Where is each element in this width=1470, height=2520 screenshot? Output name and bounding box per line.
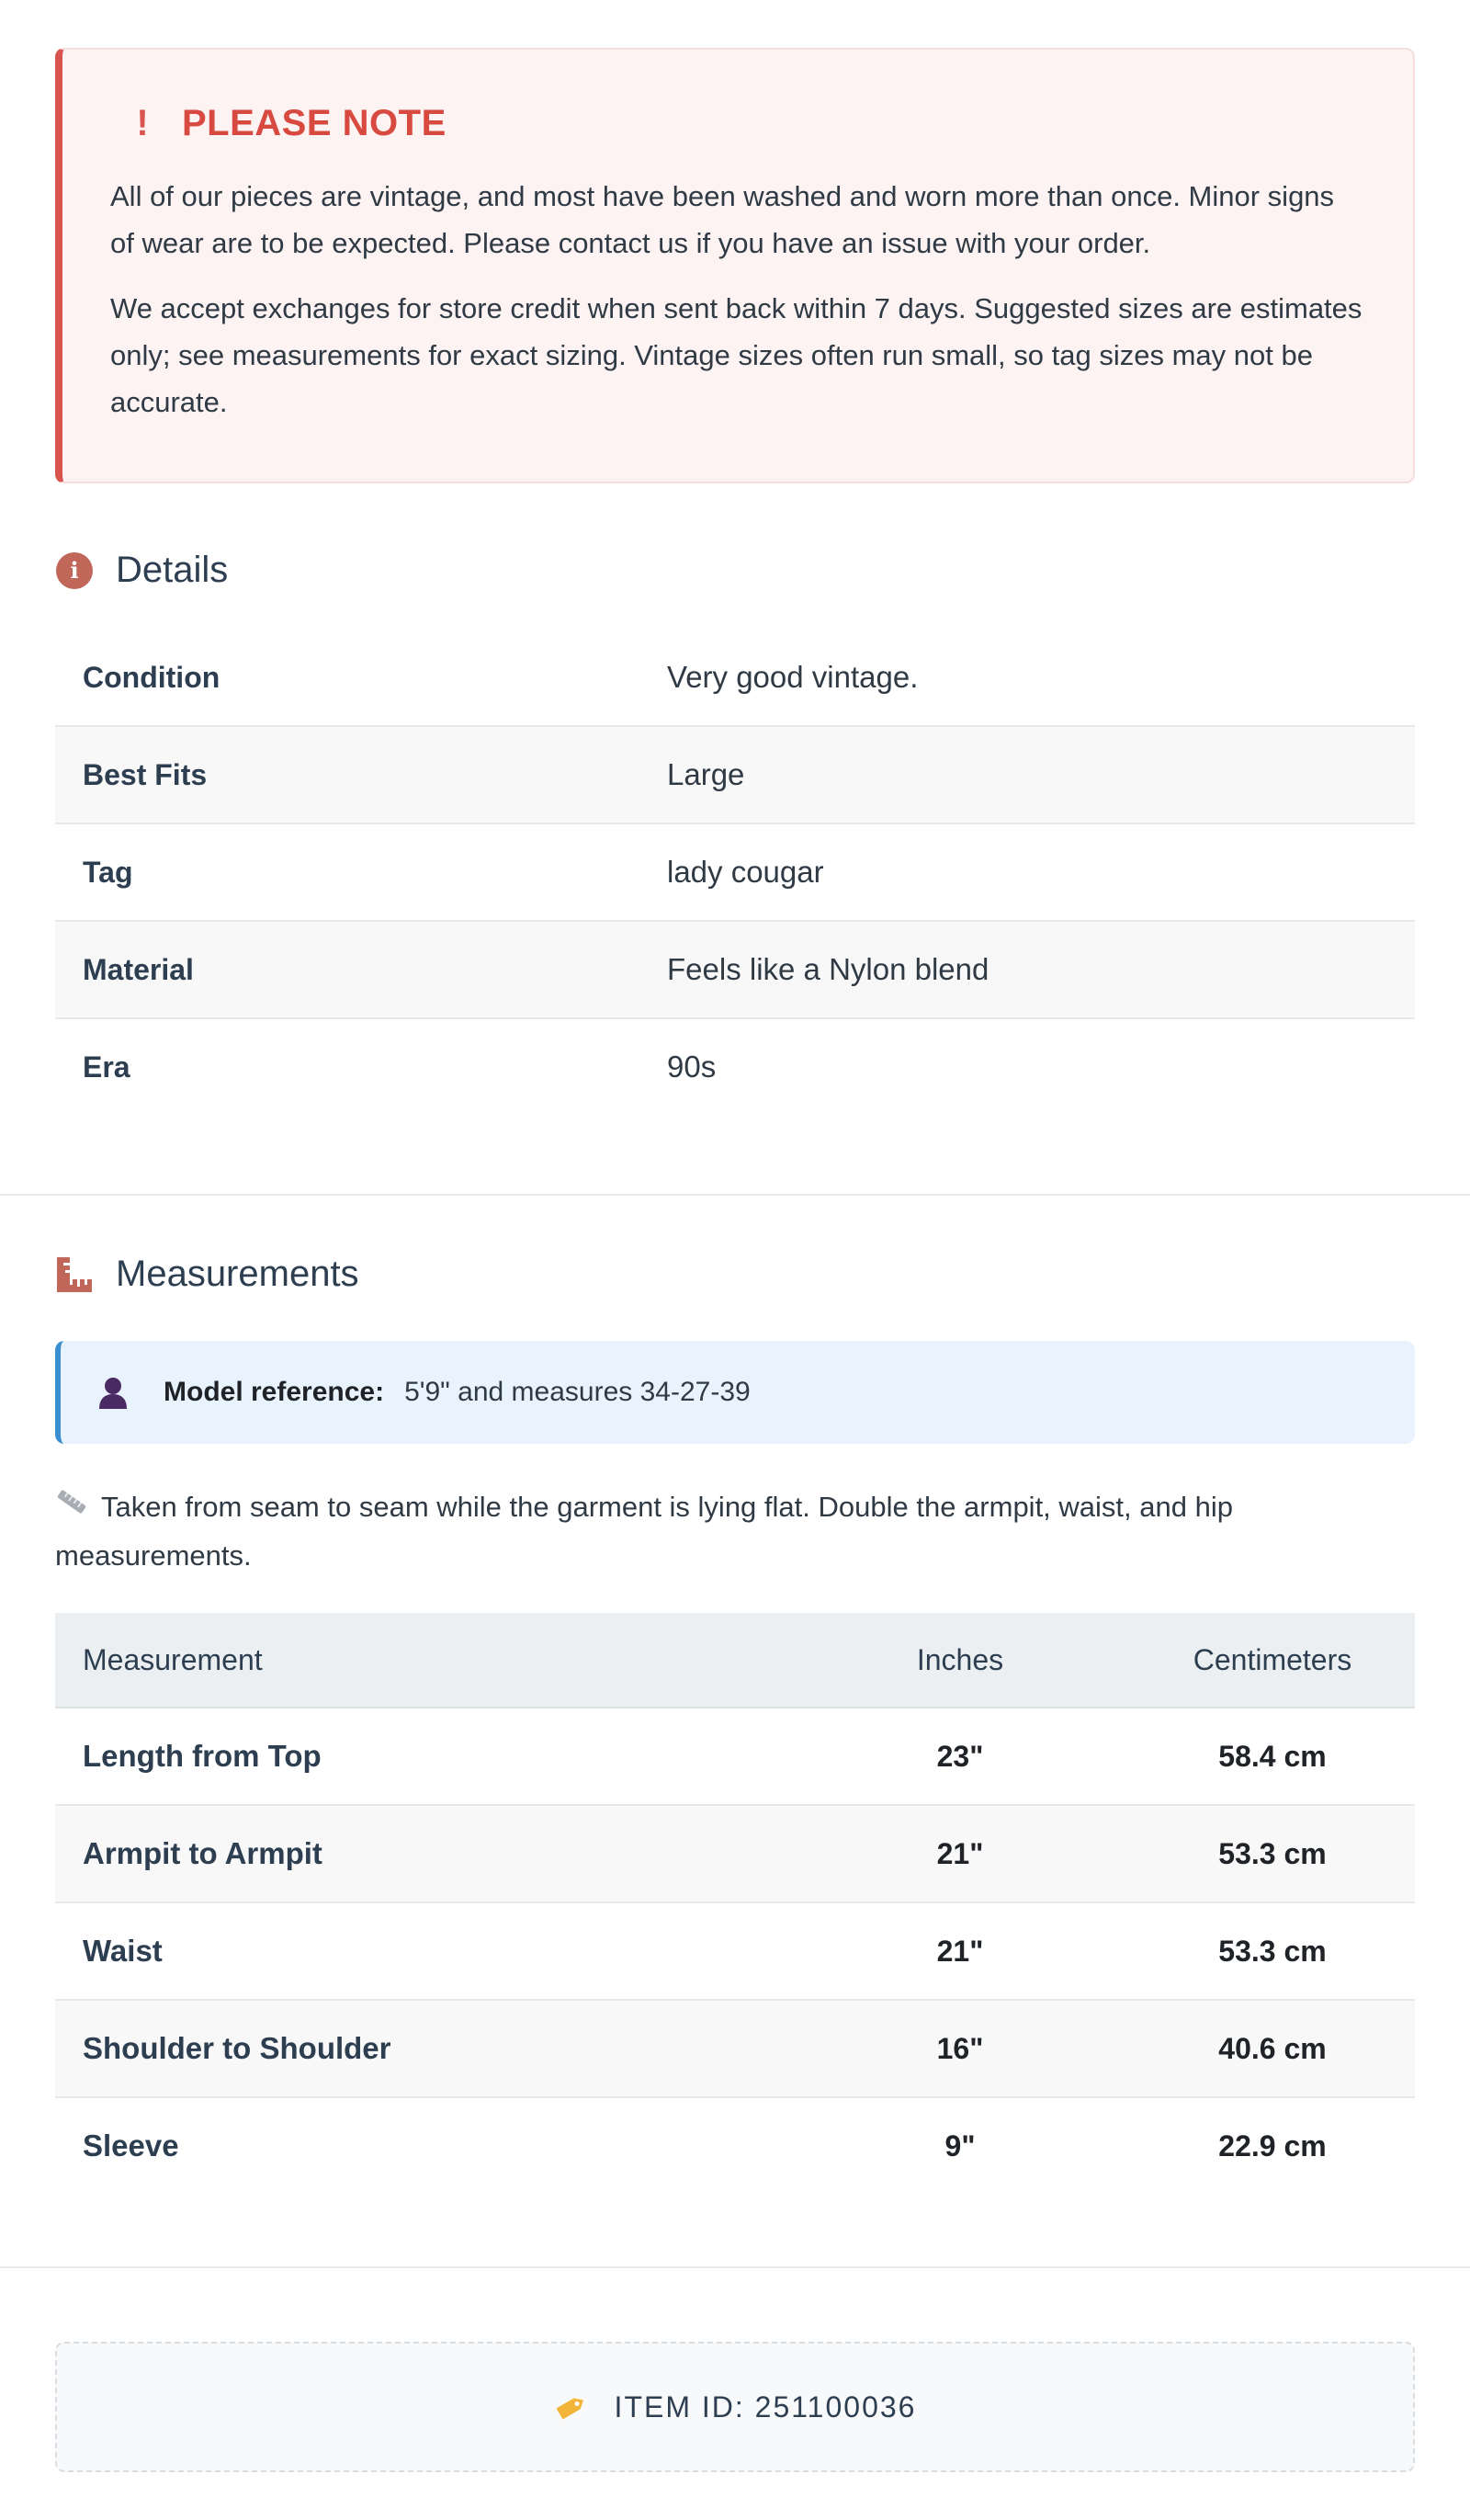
- section-divider: [0, 1194, 1470, 1196]
- details-row: [55, 1019, 1415, 1115]
- details-value: 90s: [667, 1050, 717, 1084]
- details-label: Era: [83, 1050, 130, 1084]
- measurement-name: Length from Top: [83, 1739, 322, 1773]
- measurement-note-text: Taken from seam to seam while the garment is lying flat. Double the armpit, waist, and hip measurements.: [55, 1491, 1233, 1572]
- measurement-cm: 22.9 cm: [1218, 2128, 1327, 2162]
- details-value: Very good vintage.: [667, 660, 919, 694]
- model-reference: [55, 1341, 1415, 1444]
- details-table: [55, 630, 1415, 1115]
- details-label: Material: [83, 952, 194, 986]
- notice-header: [110, 101, 1363, 145]
- details-value: Large: [667, 757, 745, 791]
- exclamation-icon: !: [136, 102, 149, 143]
- info-circle-icon: i: [55, 551, 94, 590]
- item-id-box: [55, 2342, 1415, 2472]
- measurement-name: Armpit to Armpit: [83, 1836, 322, 1870]
- details-heading: [55, 550, 228, 591]
- section-divider: [0, 2266, 1470, 2268]
- measurement-inches: 23": [936, 1739, 984, 1773]
- measurement-cm: 53.3 cm: [1218, 1934, 1327, 1968]
- column-header-centimeters: Centimeters: [1193, 1642, 1352, 1676]
- details-label: Condition: [83, 660, 220, 694]
- ruler-icon: [55, 1255, 94, 1294]
- measurement-cm: 40.6 cm: [1218, 2031, 1327, 2065]
- column-header-measurement: Measurement: [83, 1642, 263, 1676]
- table-row: [55, 2098, 1415, 2194]
- measurement-inches: 16": [936, 2031, 984, 2065]
- details-value: Feels like a Nylon blend: [667, 952, 989, 986]
- measurement-inches: 21": [936, 1934, 984, 1968]
- measurement-cm: 58.4 cm: [1218, 1739, 1327, 1773]
- item-id-text: ITEM ID: 251100036: [614, 2389, 917, 2424]
- measurement-name: Waist: [83, 1934, 163, 1968]
- notice-title: PLEASE NOTE: [182, 102, 447, 143]
- details-row: [55, 922, 1415, 1019]
- model-reference-label: Model reference:: [164, 1377, 385, 1407]
- details-label: Tag: [83, 855, 133, 889]
- table-row: [55, 2001, 1415, 2098]
- person-icon: [97, 1376, 129, 1409]
- details-row: [55, 630, 1415, 727]
- measurements-heading: [55, 1254, 359, 1295]
- measurements-title: Measurements: [116, 1254, 359, 1294]
- table-row: [55, 1903, 1415, 2001]
- measurement-cm: 53.3 cm: [1218, 1836, 1327, 1870]
- notice-box: [55, 48, 1415, 483]
- measurement-note: [55, 1483, 1378, 1579]
- ruler-pencil-icon: [55, 1482, 88, 1529]
- table-row: [55, 1806, 1415, 1903]
- details-value: lady cougar: [667, 855, 824, 889]
- notice-paragraph: All of our pieces are vintage, and most have been washed and worn more than once. Minor signs of wear are to be expected. Please contact us if you have an issue with your order.: [110, 180, 1335, 259]
- model-reference-value: 5'9" and measures 34-27-39: [404, 1377, 751, 1407]
- table-row: [55, 1708, 1415, 1806]
- notice-paragraph: We accept exchanges for store credit when sent back within 7 days. Suggested sizes are estimates only; see measurements for exact sizing. Vintage sizes often run small, so tag sizes may not be accurate.: [110, 292, 1363, 418]
- column-header-inches: Inches: [916, 1642, 1004, 1676]
- measurement-inches: 21": [936, 1836, 984, 1870]
- details-label: Best Fits: [83, 757, 208, 791]
- measurements-table: [55, 1613, 1415, 2194]
- details-title: Details: [116, 550, 229, 590]
- measurement-name: Sleeve: [83, 2128, 179, 2162]
- table-header: [55, 1613, 1415, 1708]
- measurement-name: Shoulder to Shoulder: [83, 2031, 391, 2065]
- details-row: [55, 824, 1415, 922]
- details-row: [55, 727, 1415, 824]
- measurement-inches: 9": [944, 2128, 976, 2162]
- tag-icon: [554, 2391, 589, 2423]
